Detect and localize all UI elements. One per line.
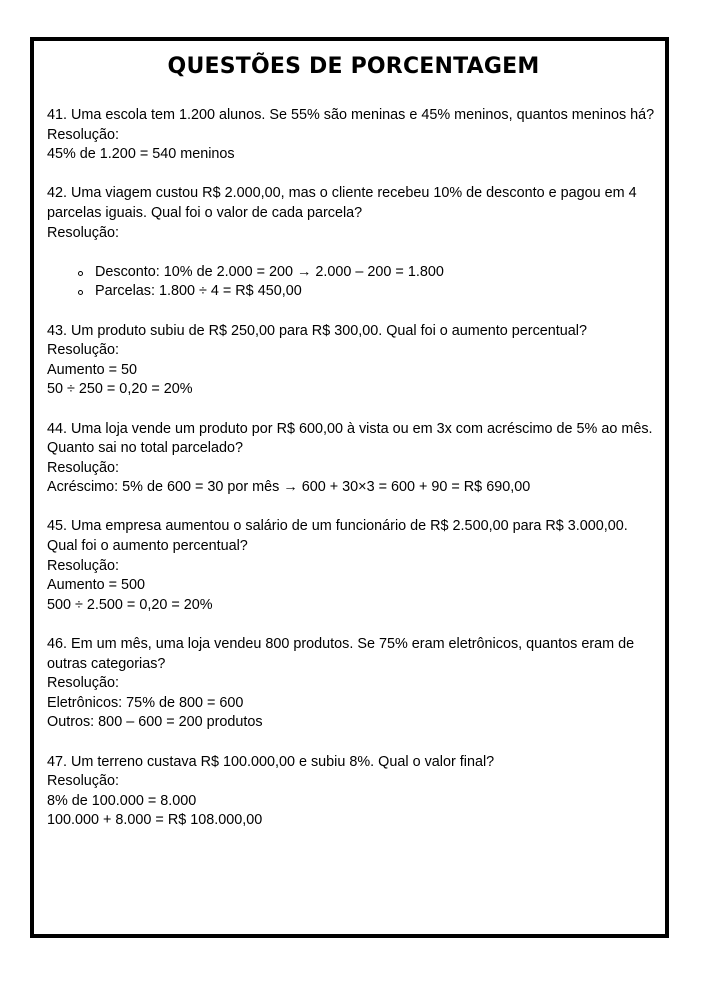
resolution-label: Resolução: — [47, 126, 119, 143]
list-item — [71, 263, 661, 283]
resolution-step: 8% de 100.000 = 8.000 — [47, 792, 197, 809]
question-text: 44. Uma loja vende um produto por R$ 600,00 à vista ou em 3x com acréscimo de 5% ao mês. — [47, 420, 653, 437]
question-text: 43. Um produto subiu de R$ 250,00 para R$ 300,00. Qual foi o aumento percentual? — [47, 322, 588, 339]
question-text: 45. Uma empresa aumentou o salário de um funcionário de R$ 2.500,00 para R$ 3.000,00. — [47, 518, 628, 535]
resolution-label: Resolução: — [47, 773, 119, 790]
question-text: 47. Um terreno custava R$ 100.000,00 e subiu 8%. Qual o valor final? — [47, 753, 495, 770]
resolution-step: Eletrônicos: 75% de 800 = 600 — [47, 694, 244, 711]
question-text: outras categorias? — [47, 655, 166, 672]
question-text: parcelas iguais. Qual foi o valor de cada parcela? — [47, 204, 363, 221]
question-text: 46. Em um mês, uma loja vendeu 800 produtos. Se 75% eram eletrônicos, quantos eram de — [47, 636, 635, 653]
question-41 — [47, 106, 661, 165]
list-item — [71, 282, 661, 302]
circle-bullet-icon — [78, 271, 83, 276]
question-42 — [47, 184, 661, 302]
question-44 — [47, 420, 661, 498]
questions-list — [47, 106, 661, 851]
resolution-label: Resolução: — [47, 342, 119, 359]
circle-bullet-icon — [78, 290, 83, 295]
question-45 — [47, 517, 661, 615]
resolution-step: 45% de 1.200 = 540 meninos — [47, 146, 235, 163]
question-46 — [47, 635, 661, 733]
question-text: Qual foi o aumento percentual? — [47, 538, 248, 555]
resolution-label: Resolução: — [47, 557, 119, 574]
resolution-label: Resolução: — [47, 224, 119, 241]
resolution-step: Aumento = 50 — [47, 361, 138, 378]
question-text: 41. Uma escola tem 1.200 alunos. Se 55% são meninas e 45% meninos, quantos meninos há? — [47, 107, 655, 123]
resolution-step: Outros: 800 – 600 = 200 produtos — [47, 714, 263, 731]
resolution-step: Parcelas: 1.800 ÷ 4 = R$ 450,00 — [95, 283, 302, 300]
resolution-step: 100.000 + 8.000 = R$ 108.000,00 — [47, 812, 263, 829]
question-text: Quanto sai no total parcelado? — [47, 440, 244, 457]
resolution-step: 50 ÷ 250 = 0,20 = 20% — [47, 381, 193, 398]
resolution-step: 500 ÷ 2.500 = 0,20 = 20% — [47, 596, 213, 613]
resolution-label: Resolução: — [47, 675, 119, 692]
question-text: 42. Uma viagem custou R$ 2.000,00, mas o cliente recebeu 10% de desconto e pagou em 4 — [47, 185, 637, 202]
resolution-bullets — [47, 263, 661, 302]
page-title: QUESTÕES DE PORCENTAGEM — [167, 54, 540, 79]
resolution-step: Desconto: 10% de 2.000 = 200 → 2.000 – 200 = 1.800 — [95, 263, 444, 280]
resolution-label: Resolução: — [47, 459, 119, 476]
resolution-step: Aumento = 500 — [47, 577, 146, 594]
resolution-step: Acréscimo: 5% de 600 = 30 por mês → 600 + 30×3 = 600 + 90 = R$ 690,00 — [47, 479, 531, 496]
question-47 — [47, 753, 661, 831]
question-43 — [47, 322, 661, 400]
